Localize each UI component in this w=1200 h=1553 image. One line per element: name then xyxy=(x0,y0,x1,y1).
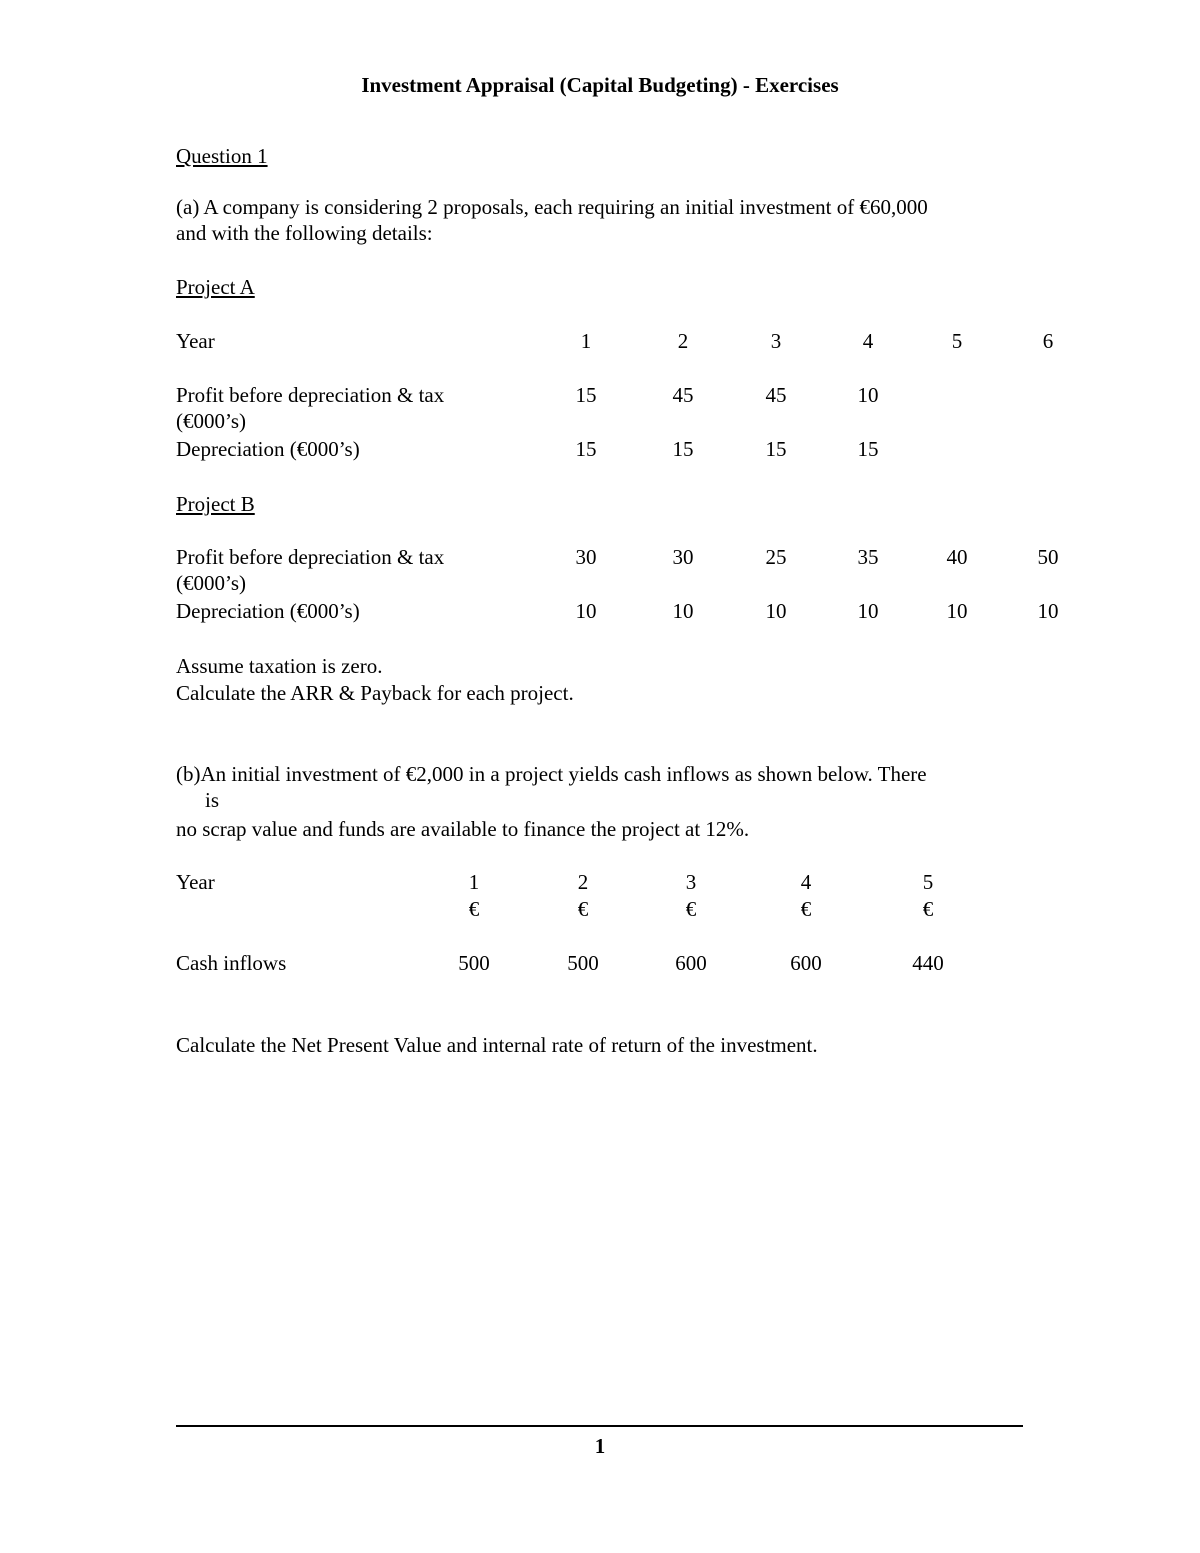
currency-symbol: € xyxy=(577,897,589,921)
part-b-instruction: Calculate the Net Present Value and internal rate of return of the investment. xyxy=(176,1033,818,1057)
part-b-text-wrap: is xyxy=(205,788,220,812)
document-title: Investment Appraisal (Capital Budgeting) - Exercises xyxy=(361,73,839,97)
part-a-text-line1: (a) A company is considering 2 proposals, each requiring an initial investment of €60,000 xyxy=(176,195,928,219)
year-header: 1 xyxy=(468,870,480,894)
year-header: 2 xyxy=(577,870,589,894)
project-a-profit-cell: 15 xyxy=(575,383,597,407)
year-header: 1 xyxy=(580,329,592,353)
project-a-depreciation-cell: 15 xyxy=(575,437,597,461)
year-header: 4 xyxy=(800,870,812,894)
part-b-text-line2: no scrap value and funds are available to finance the project at 12%. xyxy=(176,817,750,841)
question-heading: Question 1 xyxy=(176,144,268,168)
year-label: Year xyxy=(176,870,215,894)
year-header: 3 xyxy=(770,329,782,353)
project-a-profit-cell: 10 xyxy=(857,383,879,407)
project-a-depreciation-cell: 15 xyxy=(672,437,694,461)
profit-label: Profit before depreciation & tax xyxy=(176,545,445,569)
project-a-depreciation-cell: 15 xyxy=(765,437,787,461)
assumption-text: Assume taxation is zero. xyxy=(176,654,383,678)
currency-symbol: € xyxy=(468,897,480,921)
year-header: 2 xyxy=(677,329,689,353)
depreciation-label: Depreciation (€000’s) xyxy=(176,437,360,461)
project-b-profit-cell: 30 xyxy=(575,545,597,569)
profit-unit-label: (€000’s) xyxy=(176,409,246,433)
part-a-instruction: Calculate the ARR & Payback for each project. xyxy=(176,681,574,705)
page-number: 1 xyxy=(594,1434,606,1458)
part-b-text-line1: (b)An initial investment of €2,000 in a project yields cash inflows as shown below. There xyxy=(176,762,927,786)
part-a-text-line2: and with the following details: xyxy=(176,221,433,245)
depreciation-label: Depreciation (€000’s) xyxy=(176,599,360,623)
currency-symbol: € xyxy=(685,897,697,921)
profit-unit-label: (€000’s) xyxy=(176,571,246,595)
year-header: 5 xyxy=(922,870,934,894)
project-a-heading: Project A xyxy=(176,275,255,299)
cash-inflow-cell: 500 xyxy=(567,951,599,975)
project-b-depreciation-cell: 10 xyxy=(575,599,597,623)
project-b-depreciation-cell: 10 xyxy=(765,599,787,623)
project-b-depreciation-cell: 10 xyxy=(946,599,968,623)
project-b-depreciation-cell: 10 xyxy=(1037,599,1059,623)
currency-symbol: € xyxy=(922,897,934,921)
year-header: 6 xyxy=(1042,329,1054,353)
year-header: 3 xyxy=(685,870,697,894)
project-b-profit-cell: 25 xyxy=(765,545,787,569)
project-b-depreciation-cell: 10 xyxy=(857,599,879,623)
cash-inflow-cell: 600 xyxy=(675,951,707,975)
project-a-depreciation-cell: 15 xyxy=(857,437,879,461)
year-header: 5 xyxy=(951,329,963,353)
project-b-heading: Project B xyxy=(176,492,255,516)
project-a-profit-cell: 45 xyxy=(765,383,787,407)
project-b-profit-cell: 40 xyxy=(946,545,968,569)
cash-inflows-label: Cash inflows xyxy=(176,951,287,975)
footer-divider xyxy=(176,1425,1023,1427)
profit-label: Profit before depreciation & tax xyxy=(176,383,445,407)
cash-inflow-cell: 500 xyxy=(458,951,490,975)
project-a-profit-cell: 45 xyxy=(672,383,694,407)
year-label: Year xyxy=(176,329,215,353)
cash-inflow-cell: 440 xyxy=(912,951,944,975)
project-b-depreciation-cell: 10 xyxy=(672,599,694,623)
currency-symbol: € xyxy=(800,897,812,921)
year-header: 4 xyxy=(862,329,874,353)
project-b-profit-cell: 50 xyxy=(1037,545,1059,569)
cash-inflow-cell: 600 xyxy=(790,951,822,975)
project-b-profit-cell: 30 xyxy=(672,545,694,569)
project-b-profit-cell: 35 xyxy=(857,545,879,569)
